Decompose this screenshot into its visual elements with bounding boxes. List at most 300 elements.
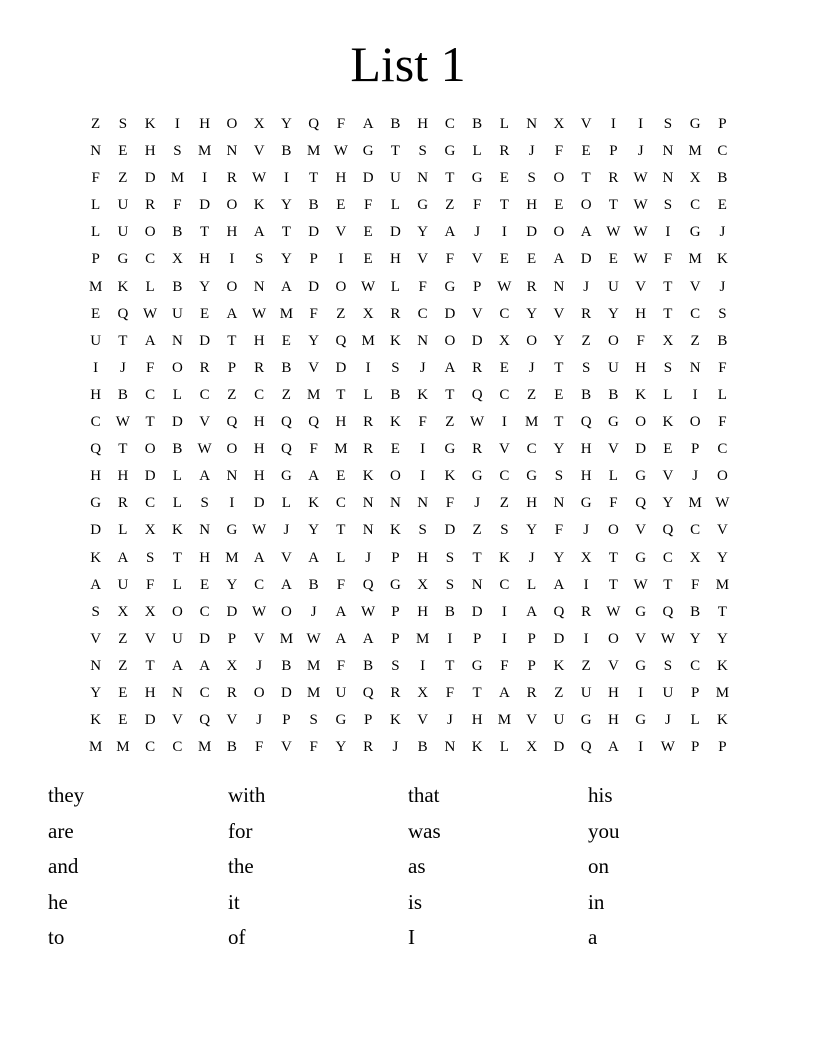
grid-letter[interactable]: P — [227, 630, 237, 647]
grid-letter[interactable]: C — [199, 386, 210, 403]
grid-letter[interactable]: V — [607, 657, 619, 674]
grid-letter[interactable]: T — [445, 170, 455, 187]
grid-letter[interactable]: W — [252, 305, 267, 322]
grid-letter[interactable]: Y — [308, 332, 320, 349]
grid-letter[interactable]: H — [90, 468, 102, 485]
grid-letter[interactable]: O — [607, 522, 619, 539]
grid-letter[interactable]: W — [115, 414, 130, 431]
grid-letter[interactable]: F — [445, 251, 455, 268]
grid-letter[interactable]: U — [117, 197, 129, 214]
grid-letter[interactable]: W — [361, 603, 376, 620]
grid-letter[interactable]: V — [171, 712, 183, 729]
grid-letter[interactable]: Y — [308, 522, 320, 539]
grid-letter[interactable]: C — [145, 739, 156, 756]
grid-letter[interactable]: X — [144, 522, 156, 539]
grid-letter[interactable]: P — [91, 251, 100, 268]
grid-letter[interactable]: H — [90, 386, 102, 403]
grid-letter[interactable]: R — [390, 684, 401, 701]
grid-letter[interactable]: K — [117, 278, 129, 295]
grid-letter[interactable]: H — [253, 468, 265, 485]
grid-letter[interactable]: G — [335, 712, 347, 729]
grid-letter[interactable]: D — [171, 414, 183, 431]
grid-letter[interactable]: J — [310, 603, 317, 620]
grid-letter[interactable]: V — [471, 305, 483, 322]
grid-letter[interactable]: M — [88, 278, 103, 295]
grid-letter[interactable]: Y — [280, 251, 292, 268]
grid-letter[interactable]: D — [253, 495, 265, 512]
grid-letter[interactable]: D — [362, 170, 374, 187]
grid-letter[interactable]: W — [633, 251, 648, 268]
grid-letter[interactable]: P — [472, 278, 482, 295]
grid-letter[interactable]: L — [336, 549, 346, 566]
grid-letter[interactable]: H — [199, 116, 211, 132]
grid-letter[interactable]: A — [144, 332, 156, 349]
grid-letter[interactable]: T — [172, 549, 182, 566]
grid-letter[interactable]: G — [635, 468, 647, 485]
grid-letter[interactable]: G — [362, 143, 374, 160]
grid-letter[interactable]: A — [444, 359, 456, 376]
grid-letter[interactable]: J — [637, 143, 644, 160]
grid-letter[interactable]: E — [499, 170, 509, 187]
grid-letter[interactable]: N — [171, 684, 183, 701]
grid-letter[interactable]: M — [279, 305, 294, 322]
grid-letter[interactable]: K — [389, 332, 401, 349]
grid-letter[interactable]: A — [362, 630, 374, 647]
grid-letter[interactable]: H — [226, 224, 238, 241]
grid-letter[interactable]: J — [256, 712, 263, 729]
grid-letter[interactable]: K — [144, 116, 156, 132]
grid-letter[interactable]: X — [417, 684, 429, 701]
grid-letter[interactable]: Z — [445, 197, 455, 214]
grid-letter[interactable]: J — [719, 224, 726, 241]
grid-letter[interactable]: K — [662, 414, 674, 431]
grid-letter[interactable]: K — [553, 657, 565, 674]
grid-letter[interactable]: H — [526, 495, 538, 512]
grid-letter[interactable]: V — [199, 414, 211, 431]
grid-letter[interactable]: C — [145, 386, 156, 403]
grid-letter[interactable]: P — [527, 657, 536, 674]
grid-letter[interactable]: V — [662, 468, 674, 485]
grid-letter[interactable]: R — [254, 359, 265, 376]
grid-letter[interactable]: H — [199, 251, 211, 268]
grid-letter[interactable]: X — [662, 332, 674, 349]
grid-letter[interactable]: D — [635, 441, 647, 458]
grid-letter[interactable]: W — [606, 603, 621, 620]
grid-letter[interactable]: J — [446, 712, 453, 729]
grid-letter[interactable]: L — [363, 386, 373, 403]
grid-letter[interactable]: L — [281, 495, 291, 512]
grid-letter[interactable]: V — [635, 630, 647, 647]
grid-letter[interactable]: K — [389, 522, 401, 539]
grid-letter[interactable]: W — [497, 278, 512, 295]
grid-letter[interactable]: C — [172, 739, 183, 756]
grid-letter[interactable]: F — [718, 414, 727, 431]
grid-letter[interactable]: Y — [199, 278, 211, 295]
grid-letter[interactable]: W — [633, 170, 648, 187]
grid-letter[interactable]: T — [608, 576, 618, 593]
grid-letter[interactable]: Z — [445, 414, 455, 431]
grid-letter[interactable]: G — [580, 495, 592, 512]
grid-letter[interactable]: N — [662, 170, 674, 187]
grid-letter[interactable]: V — [417, 712, 429, 729]
grid-letter[interactable]: I — [447, 630, 453, 647]
grid-letter[interactable]: E — [554, 386, 564, 403]
grid-letter[interactable]: W — [143, 305, 158, 322]
grid-letter[interactable]: A — [280, 576, 292, 593]
grid-letter[interactable]: C — [690, 657, 701, 674]
grid-letter[interactable]: K — [362, 468, 374, 485]
grid-letter[interactable]: G — [280, 468, 292, 485]
grid-letter[interactable]: T — [663, 278, 673, 295]
grid-letter[interactable]: D — [90, 522, 102, 539]
grid-letter[interactable]: O — [553, 224, 565, 241]
grid-letter[interactable]: X — [526, 739, 538, 756]
grid-letter[interactable]: M — [334, 441, 348, 458]
grid-letter[interactable]: A — [553, 576, 565, 593]
grid-letter[interactable]: B — [172, 278, 183, 295]
grid-letter[interactable]: J — [528, 549, 535, 566]
grid-letter[interactable]: C — [417, 305, 428, 322]
grid-letter[interactable]: H — [253, 441, 265, 458]
grid-letter[interactable]: F — [309, 441, 318, 458]
grid-letter[interactable]: L — [390, 197, 400, 214]
grid-letter[interactable]: H — [199, 549, 211, 566]
grid-letter[interactable]: F — [145, 359, 155, 376]
grid-letter[interactable]: S — [663, 359, 673, 376]
grid-letter[interactable]: K — [90, 549, 102, 566]
grid-letter[interactable]: J — [583, 522, 590, 539]
grid-letter[interactable]: N — [526, 116, 538, 132]
grid-letter[interactable]: P — [227, 359, 237, 376]
grid-letter[interactable]: I — [501, 603, 507, 620]
grid-letter[interactable]: N — [226, 143, 238, 160]
grid-letter[interactable]: F — [418, 414, 427, 431]
grid-letter[interactable]: P — [609, 143, 618, 160]
grid-letter[interactable]: I — [501, 414, 507, 431]
grid-letter[interactable]: L — [390, 278, 400, 295]
grid-letter[interactable]: K — [389, 712, 401, 729]
grid-letter[interactable]: N — [362, 495, 374, 512]
grid-letter[interactable]: M — [688, 251, 702, 268]
grid-letter[interactable]: W — [306, 630, 321, 647]
grid-letter[interactable]: M — [197, 739, 212, 756]
grid-letter[interactable]: Y — [662, 495, 674, 512]
grid-letter[interactable]: S — [663, 197, 673, 214]
grid-letter[interactable]: M — [524, 414, 539, 431]
grid-letter[interactable]: V — [526, 712, 538, 729]
grid-letter[interactable]: M — [306, 386, 321, 403]
grid-letter[interactable]: Q — [335, 332, 347, 349]
grid-letter[interactable]: E — [499, 359, 509, 376]
grid-letter[interactable]: K — [716, 712, 728, 729]
grid-letter[interactable]: L — [472, 143, 482, 160]
grid-letter[interactable]: O — [226, 441, 238, 458]
grid-letter[interactable]: Q — [662, 522, 674, 539]
grid-letter[interactable]: V — [580, 116, 592, 132]
grid-letter[interactable]: L — [91, 224, 101, 241]
grid-letter[interactable]: C — [499, 468, 510, 485]
grid-letter[interactable]: W — [660, 739, 675, 756]
grid-letter[interactable]: G — [471, 657, 483, 674]
grid-letter[interactable]: R — [145, 197, 156, 214]
grid-letter[interactable]: H — [144, 143, 156, 160]
grid-letter[interactable]: F — [309, 739, 318, 756]
grid-letter[interactable]: E — [363, 251, 373, 268]
grid-letter[interactable]: S — [145, 549, 155, 566]
grid-letter[interactable]: H — [417, 116, 429, 132]
grid-letter[interactable]: Z — [281, 386, 291, 403]
grid-letter[interactable]: K — [716, 251, 728, 268]
grid-letter[interactable]: P — [690, 441, 700, 458]
grid-letter[interactable]: Q — [280, 414, 292, 431]
grid-letter[interactable]: F — [445, 495, 455, 512]
grid-letter[interactable]: V — [553, 305, 565, 322]
grid-letter[interactable]: Q — [308, 414, 320, 431]
grid-letter[interactable]: O — [580, 197, 592, 214]
grid-letter[interactable]: S — [91, 603, 100, 620]
grid-letter[interactable]: D — [580, 251, 592, 268]
grid-letter[interactable]: S — [554, 468, 564, 485]
grid-letter[interactable]: G — [471, 170, 483, 187]
grid-letter[interactable]: V — [607, 441, 619, 458]
grid-letter[interactable]: Y — [90, 684, 102, 701]
grid-letter[interactable]: E — [200, 576, 210, 593]
grid-letter[interactable]: A — [280, 278, 292, 295]
grid-letter[interactable]: F — [418, 278, 427, 295]
grid-letter[interactable]: S — [200, 495, 209, 512]
grid-letter[interactable]: N — [662, 143, 674, 160]
grid-letter[interactable]: H — [117, 468, 129, 485]
grid-letter[interactable]: O — [335, 278, 347, 295]
grid-letter[interactable]: K — [171, 522, 183, 539]
grid-letter[interactable]: K — [417, 386, 429, 403]
grid-letter[interactable]: V — [417, 251, 429, 268]
grid-letter[interactable]: F — [663, 251, 673, 268]
grid-letter[interactable]: D — [471, 603, 483, 620]
grid-letter[interactable]: B — [472, 116, 483, 132]
grid-letter[interactable]: G — [580, 712, 592, 729]
grid-letter[interactable]: A — [117, 549, 129, 566]
grid-letter[interactable]: V — [471, 251, 483, 268]
grid-letter[interactable]: V — [226, 712, 238, 729]
grid-letter[interactable]: O — [253, 684, 265, 701]
grid-letter[interactable]: G — [635, 712, 647, 729]
grid-letter[interactable]: D — [308, 278, 320, 295]
grid-letter[interactable]: V — [90, 630, 102, 647]
grid-letter[interactable]: R — [199, 359, 210, 376]
grid-letter[interactable]: W — [606, 224, 621, 241]
grid-letter[interactable]: R — [363, 414, 374, 431]
grid-letter[interactable]: A — [498, 684, 510, 701]
grid-letter[interactable]: T — [554, 414, 564, 431]
grid-letter[interactable]: X — [553, 116, 565, 132]
grid-letter[interactable]: P — [309, 251, 318, 268]
grid-letter[interactable]: I — [420, 657, 426, 674]
grid-letter[interactable]: G — [607, 414, 619, 431]
grid-letter[interactable]: T — [200, 224, 210, 241]
grid-letter[interactable]: M — [306, 684, 321, 701]
grid-letter[interactable]: M — [715, 576, 730, 593]
grid-letter[interactable]: S — [718, 305, 727, 322]
grid-letter[interactable]: P — [690, 739, 700, 756]
grid-letter[interactable]: J — [474, 224, 481, 241]
grid-letter[interactable]: J — [283, 522, 290, 539]
grid-letter[interactable]: C — [717, 441, 728, 458]
grid-letter[interactable]: C — [444, 116, 455, 132]
grid-letter[interactable]: A — [308, 549, 320, 566]
grid-letter[interactable]: U — [117, 224, 129, 241]
grid-letter[interactable]: O — [716, 468, 728, 485]
grid-letter[interactable]: A — [335, 630, 347, 647]
grid-letter[interactable]: F — [445, 684, 455, 701]
grid-letter[interactable]: N — [171, 332, 183, 349]
grid-letter[interactable]: B — [226, 739, 237, 756]
grid-letter[interactable]: M — [88, 739, 103, 756]
grid-letter[interactable]: G — [417, 197, 429, 214]
grid-letter[interactable]: D — [553, 739, 565, 756]
grid-letter[interactable]: C — [145, 251, 156, 268]
grid-letter[interactable]: H — [580, 441, 592, 458]
grid-letter[interactable]: O — [226, 197, 238, 214]
grid-letter[interactable]: F — [336, 576, 346, 593]
grid-letter[interactable]: Y — [280, 197, 292, 214]
grid-letter[interactable]: T — [445, 386, 455, 403]
grid-letter[interactable]: Y — [280, 116, 292, 132]
grid-letter[interactable]: C — [690, 522, 701, 539]
grid-letter[interactable]: D — [280, 684, 292, 701]
grid-letter[interactable]: T — [663, 576, 673, 593]
grid-letter[interactable]: D — [144, 712, 156, 729]
grid-letter[interactable]: M — [279, 630, 294, 647]
grid-letter[interactable]: I — [638, 739, 644, 756]
grid-letter[interactable]: T — [118, 332, 128, 349]
grid-letter[interactable]: U — [117, 576, 129, 593]
grid-letter[interactable]: T — [472, 684, 482, 701]
grid-letter[interactable]: A — [526, 603, 538, 620]
grid-letter[interactable]: H — [417, 603, 429, 620]
grid-letter[interactable]: T — [717, 603, 727, 620]
grid-letter[interactable]: N — [553, 278, 565, 295]
grid-letter[interactable]: D — [553, 630, 565, 647]
grid-letter[interactable]: V — [280, 549, 292, 566]
grid-letter[interactable]: K — [716, 657, 728, 674]
grid-letter[interactable]: O — [280, 603, 292, 620]
grid-letter[interactable]: X — [689, 549, 701, 566]
grid-letter[interactable]: I — [283, 170, 289, 187]
grid-letter[interactable]: T — [309, 170, 319, 187]
grid-letter[interactable]: L — [663, 386, 673, 403]
grid-letter[interactable]: F — [91, 170, 100, 187]
grid-letter[interactable]: D — [226, 603, 238, 620]
grid-letter[interactable]: Q — [362, 684, 374, 701]
grid-letter[interactable]: Y — [553, 441, 565, 458]
grid-letter[interactable]: L — [118, 522, 128, 539]
grid-letter[interactable]: Z — [581, 332, 591, 349]
grid-letter[interactable]: F — [363, 197, 373, 214]
grid-letter[interactable]: O — [144, 441, 156, 458]
grid-letter[interactable]: X — [417, 576, 429, 593]
grid-letter[interactable]: A — [90, 576, 102, 593]
grid-letter[interactable]: O — [171, 603, 183, 620]
grid-letter[interactable]: S — [581, 359, 591, 376]
grid-letter[interactable]: R — [581, 305, 592, 322]
grid-letter[interactable]: Y — [526, 305, 538, 322]
grid-letter[interactable]: I — [229, 495, 235, 512]
grid-letter[interactable]: R — [526, 684, 537, 701]
grid-letter[interactable]: H — [253, 332, 265, 349]
grid-letter[interactable]: M — [170, 170, 185, 187]
grid-letter[interactable]: W — [633, 197, 648, 214]
grid-letter[interactable]: J — [365, 549, 372, 566]
grid-letter[interactable]: E — [91, 305, 101, 322]
grid-letter[interactable]: H — [253, 414, 265, 431]
grid-letter[interactable]: I — [338, 251, 344, 268]
grid-letter[interactable]: L — [499, 116, 509, 132]
grid-letter[interactable]: S — [418, 143, 427, 160]
grid-letter[interactable]: U — [171, 305, 183, 322]
grid-letter[interactable]: I — [93, 359, 99, 376]
grid-letter[interactable]: N — [553, 495, 565, 512]
grid-letter[interactable]: L — [608, 468, 618, 485]
grid-letter[interactable]: D — [144, 170, 156, 187]
grid-letter[interactable]: E — [581, 143, 591, 160]
grid-letter[interactable]: A — [362, 116, 374, 132]
grid-letter[interactable]: Z — [527, 386, 537, 403]
grid-letter[interactable]: A — [171, 657, 183, 674]
grid-letter[interactable]: W — [633, 224, 648, 241]
grid-letter[interactable]: R — [363, 441, 374, 458]
grid-letter[interactable]: S — [500, 522, 509, 539]
grid-letter[interactable]: S — [391, 657, 400, 674]
grid-letter[interactable]: B — [172, 441, 183, 458]
grid-letter[interactable]: F — [145, 576, 155, 593]
grid-letter[interactable]: A — [335, 603, 347, 620]
grid-letter[interactable]: J — [664, 712, 671, 729]
grid-letter[interactable]: P — [718, 739, 727, 756]
grid-letter[interactable]: R — [226, 684, 237, 701]
grid-letter[interactable]: P — [391, 630, 400, 647]
grid-letter[interactable]: F — [500, 657, 509, 674]
grid-letter[interactable]: F — [336, 116, 346, 132]
grid-letter[interactable]: T — [227, 332, 237, 349]
grid-letter[interactable]: Z — [581, 657, 591, 674]
grid-letter[interactable]: W — [715, 495, 730, 512]
grid-letter[interactable]: V — [280, 739, 292, 756]
grid-letter[interactable]: T — [281, 224, 291, 241]
grid-letter[interactable]: H — [335, 414, 347, 431]
grid-letter[interactable]: S — [663, 116, 673, 132]
grid-letter[interactable]: C — [254, 386, 265, 403]
grid-letter[interactable]: W — [197, 441, 212, 458]
grid-letter[interactable]: B — [717, 332, 728, 349]
grid-letter[interactable]: L — [172, 386, 182, 403]
grid-letter[interactable]: S — [418, 522, 427, 539]
grid-letter[interactable]: T — [336, 522, 346, 539]
grid-letter[interactable]: I — [420, 441, 426, 458]
grid-letter[interactable]: R — [117, 495, 128, 512]
grid-letter[interactable]: E — [527, 251, 537, 268]
grid-letter[interactable]: R — [226, 170, 237, 187]
grid-letter[interactable]: I — [420, 468, 426, 485]
grid-letter[interactable]: H — [417, 549, 429, 566]
grid-letter[interactable]: C — [90, 414, 101, 431]
grid-letter[interactable]: T — [608, 197, 618, 214]
grid-letter[interactable]: G — [689, 224, 701, 241]
grid-letter[interactable]: Q — [471, 386, 483, 403]
grid-letter[interactable]: I — [665, 224, 671, 241]
grid-letter[interactable]: P — [472, 630, 482, 647]
grid-letter[interactable]: W — [252, 170, 267, 187]
